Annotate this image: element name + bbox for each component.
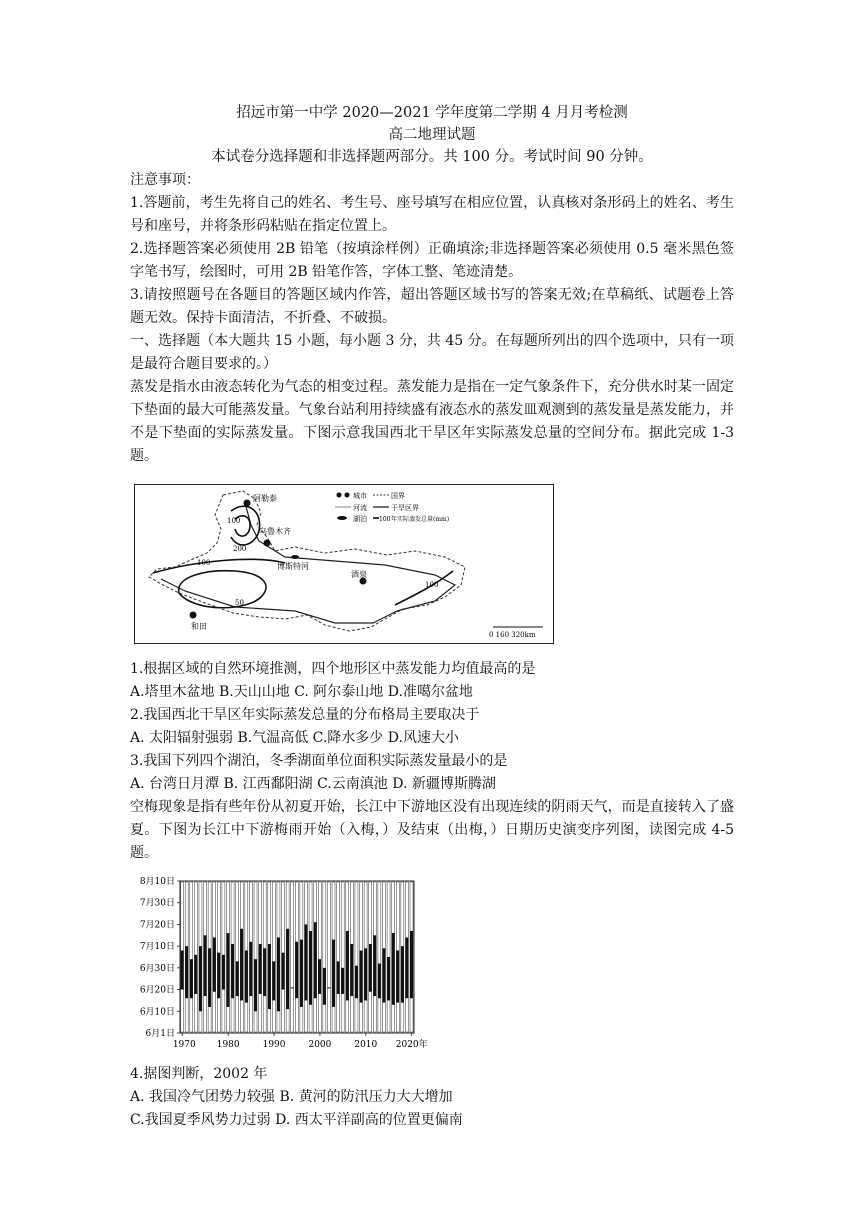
passage-1: 蒸发是指水由液态转化为气态的相变过程。蒸发能力是指在一定气象条件下，充分供水时某一固定下垫面的最大可能蒸发量。气象台站利用持续盛有液态水的蒸发皿观测到的蒸发量是蒸发能力，并不是下垫面的实际蒸发量。下图示意我国西北干旱区年实际蒸发总量的空间分布。据此完成 1-3 题。 — [130, 379, 734, 464]
meiyu-bar — [350, 944, 353, 996]
section-heading: 一、选择题（本大题共 15 小题，每小题 3 分，共 45 分。在每题所列出的四个选项中，只有一项是最符合题目要求的。） — [130, 333, 734, 372]
y-tick-label: 8月10日 — [139, 877, 175, 887]
q1-stem: 1.根据区域的自然环境推测，四个地形区中蒸发能力均值最高的是 — [130, 661, 536, 677]
meiyu-bar — [337, 961, 340, 994]
meiyu-bar — [318, 959, 321, 994]
meiyu-bar — [291, 987, 294, 988]
label-altay: 阿勒泰 — [253, 494, 277, 503]
q2-options: A. 太阳辐射强弱 B.气温高低 C.降水多少 D.风速大小 — [130, 730, 459, 746]
svg-text:城市: 城市 — [353, 492, 367, 500]
label-jiuquan: 酒泉 — [351, 570, 367, 579]
svg-text:干旱区界: 干旱区界 — [391, 504, 419, 512]
notice-item-1: 1.答题前，考生先将自己的姓名、考生号、座号填写在相应位置，认真核对条形码上的姓名、考生号和座号，并将条形码粘贴在指定位置上。 — [130, 195, 734, 234]
meiyu-bar — [204, 935, 207, 996]
year-bar-outline — [341, 882, 344, 1032]
y-tick-label: 6月10日 — [139, 1007, 175, 1018]
meiyu-bar — [309, 931, 312, 1005]
notice-item-2: 2.选择题答案必须使用 2B 铅笔（按填涂样例）正确填涂;非选择题答案必须使用 0.5 毫米黑色签字笔书写，绘图时，可用 2B 铅笔作答，字体工整、笔迹清楚。 — [130, 241, 734, 280]
year-bar-outline — [327, 882, 330, 1032]
isoline-label-b: 200 — [233, 545, 247, 553]
meiyu-bar — [346, 931, 349, 1000]
meiyu-bar — [222, 955, 225, 990]
year-bar-outline — [291, 882, 294, 1032]
svg-text:年实际蒸发总量(mm): 年实际蒸发总量(mm) — [391, 516, 450, 523]
meiyu-bar — [213, 937, 216, 991]
meiyu-bar — [259, 944, 262, 994]
x-tick-label: 1980 — [216, 1040, 240, 1050]
meiyu-bar — [405, 937, 408, 998]
q1-options: A.塔里木盆地 B.天山山地 C. 阿尔泰山地 D.准噶尔盆地 — [130, 684, 473, 700]
meiyu-bar — [286, 929, 289, 1009]
svg-text:100: 100 — [379, 516, 391, 523]
notice-item-3: 3.请按照题号在各题目的答题区域内作答，超出答题区域书写的答案无效;在草稿纸、试题卷上答题无效。保持卡面清洁，不折叠、不破损。 — [130, 287, 734, 326]
isoline-50 — [179, 571, 266, 608]
q2-stem: 2.我国西北干旱区年实际蒸发总量的分布格局主要取决于 — [130, 707, 480, 723]
year-bar-outline — [378, 882, 381, 1032]
x-tick-label: 2010 — [354, 1040, 378, 1050]
meiyu-bar — [199, 946, 202, 1011]
meiyu-bar — [272, 961, 275, 1000]
y-tick-label: 7月30日 — [139, 898, 175, 909]
year-bar-outline — [236, 882, 239, 1032]
meiyu-bar — [282, 953, 285, 990]
meiyu-bar — [300, 940, 303, 1007]
meiyu-bar — [304, 924, 307, 1000]
year-bar-outline — [190, 882, 193, 1032]
meiyu-bar — [327, 987, 330, 988]
year-bar-outline — [337, 882, 340, 1032]
isoline-label-d: 50 — [235, 599, 244, 607]
meiyu-bar — [263, 948, 266, 996]
meiyu-bar — [277, 937, 280, 1011]
isoline-label-a: 100 — [227, 517, 241, 525]
meiyu-bar — [369, 944, 372, 992]
meiyu-chart-svg — [130, 873, 430, 1057]
meiyu-bar — [236, 961, 239, 996]
evaporation-map-svg — [135, 485, 553, 643]
y-tick-label: 7月20日 — [139, 920, 175, 931]
meiyu-bar — [364, 948, 367, 1000]
meiyu-bar — [410, 931, 413, 998]
meiyu-bar — [249, 942, 252, 996]
x-tick-label: 2000 — [308, 1040, 332, 1050]
city-altay — [244, 500, 251, 507]
y-tick-label: 6月30日 — [139, 963, 175, 974]
year-bar-outline — [272, 882, 275, 1032]
year-bar-outline — [323, 882, 326, 1032]
meiyu-bar — [190, 959, 193, 998]
meiyu-bar — [341, 968, 344, 994]
meiyu-bar — [387, 957, 390, 1000]
meiyu-bar — [254, 959, 257, 1011]
meiyu-bar — [323, 968, 326, 1005]
meiyu-bar — [401, 946, 404, 1002]
exam-intro: 本试卷分选择题和非选择题两部分。共 100 分。考试时间 90 分钟。 — [211, 149, 653, 165]
svg-text:国界: 国界 — [391, 492, 405, 500]
meiyu-bar — [360, 950, 363, 1002]
label-urumqi: 乌鲁木齐 — [259, 527, 291, 536]
year-bar-outline — [318, 882, 321, 1032]
exam-page — [130, 102, 734, 1132]
meiyu-bar — [185, 946, 188, 998]
y-tick-label: 7月10日 — [139, 942, 175, 953]
city-hotan — [190, 612, 197, 619]
lake-bosten — [291, 555, 299, 559]
meiyu-bar — [245, 950, 248, 1002]
meiyu-bar — [396, 950, 399, 1002]
passage-2: 空梅现象是指有些年份从初夏开始，长江中下游地区没有出现连续的阴雨天气，而是直接转入了盛夏。下图为长江中下游梅雨开始（入梅，）及结束（出梅，）日期历史演变序列图，读图完成 4-5 题。 — [130, 799, 734, 861]
x-tick-label: 1970 — [172, 1040, 196, 1050]
svg-text:河流: 河流 — [353, 504, 367, 512]
isoline-100-east — [395, 571, 453, 605]
q4-options-2: C.我国夏季风势力过弱 D. 西太平洋副高的位置更偏南 — [130, 1112, 463, 1128]
map-legend — [335, 491, 449, 523]
svg-text:湖泊: 湖泊 — [353, 515, 367, 523]
q3-stem: 3.我国下列四个湖泊，冬季湖面单位面积实际蒸发量最小的是 — [130, 753, 508, 769]
exam-title: 招远市第一中学 2020—2021 学年度第二学期 4 月月考检测 — [236, 105, 628, 121]
label-bosten: 博斯特河 — [277, 562, 309, 571]
q4-options-1: A. 我国冷气团势力较强 B. 黄河的防汛压力大大增加 — [130, 1089, 453, 1105]
evaporation-map — [134, 484, 554, 644]
q3-options: A. 台湾日月潭 B. 江西鄱阳湖 C.云南滇池 D. 新疆博斯腾湖 — [130, 776, 496, 792]
subject-title: 高二地理试题 — [388, 127, 476, 143]
meiyu-bar — [194, 955, 197, 994]
meiyu-bar — [181, 950, 184, 989]
label-hotan: 和田 — [191, 622, 207, 631]
meiyu-bar — [268, 944, 271, 1009]
meiyu-bar — [217, 953, 220, 999]
city-urumqi — [264, 540, 271, 547]
x-tick-label: 2020年 — [395, 1040, 428, 1050]
meiyu-bar — [355, 966, 358, 999]
y-tick-label: 6月1日 — [145, 1029, 175, 1039]
meiyu-bar — [382, 948, 385, 1002]
isoline-100-north — [231, 506, 260, 545]
meiyu-bar — [226, 933, 229, 1007]
meiyu-bar — [208, 948, 211, 1007]
meiyu-chart — [130, 873, 430, 1057]
meiyu-bar — [373, 935, 376, 996]
y-tick-label: 6月20日 — [139, 985, 175, 996]
notice-heading: 注意事项： — [130, 172, 200, 188]
isoline-label-c: 100 — [197, 559, 211, 567]
meiyu-bar — [392, 933, 395, 1005]
scale-label: 0 160 320km — [489, 631, 536, 639]
meiyu-bar — [332, 940, 335, 1007]
q4-stem: 4.据图判断，2002 年 — [130, 1066, 268, 1082]
meiyu-bar — [378, 964, 381, 999]
year-bar-outline — [355, 882, 358, 1032]
meiyu-bar — [314, 922, 317, 998]
isoline-label-e: 100 — [425, 581, 439, 589]
meiyu-bar — [231, 944, 234, 998]
meiyu-bar — [240, 929, 243, 1001]
meiyu-bar — [295, 942, 298, 998]
x-tick-label: 1990 — [262, 1040, 286, 1050]
